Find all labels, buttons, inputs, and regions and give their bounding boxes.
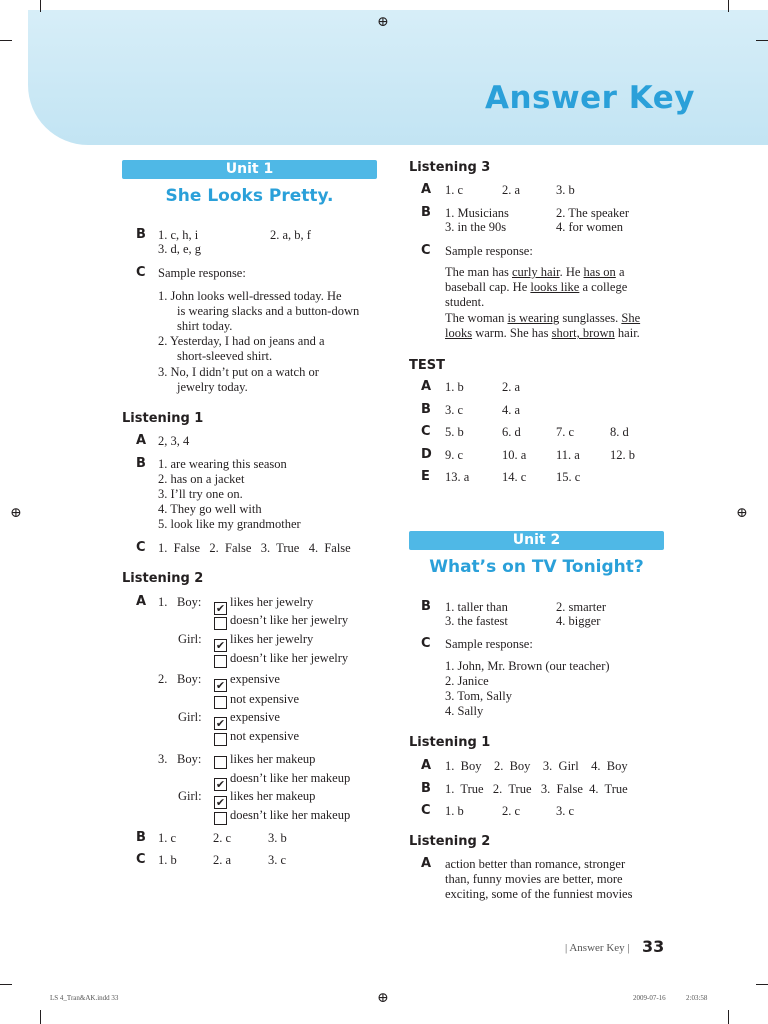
response-line: The man has curly hair. He has on a (445, 265, 625, 279)
answer-item: 4. They go well with (158, 502, 262, 516)
answer-line: action better than romance, stronger (445, 857, 626, 871)
answer-item: 3. b (268, 831, 287, 845)
question-number: 2. (158, 672, 168, 686)
test-answer: 7. c (556, 425, 575, 439)
test-answer: 3. c (445, 402, 464, 417)
crop-mark (756, 40, 768, 41)
test-answer: 15. c (556, 470, 581, 484)
response-line: baseball cap. He looks like a college (445, 280, 628, 294)
test-answer: 2. a (502, 380, 521, 394)
sample-response-label: Sample response: (445, 244, 533, 258)
section-label: B (421, 205, 431, 220)
answer-item: 2. c (213, 831, 232, 845)
crop-mark (728, 0, 729, 12)
crop-mark (0, 40, 12, 41)
answer-item: 5. look like my grandmother (158, 517, 301, 531)
checked-checkbox-icon: ✔ (215, 639, 226, 652)
answer-item: 4. Sally (445, 704, 484, 718)
answer-line: short-sleeved shirt. (177, 349, 273, 363)
response-line: student. (445, 295, 485, 309)
listening-2-heading: Listening 2 (409, 834, 491, 849)
section-label: E (421, 469, 430, 484)
section-label: C (421, 243, 431, 258)
answer-item: 3. c (556, 804, 575, 818)
registration-mark-icon: ⊕ (377, 14, 389, 30)
crop-mark (0, 984, 12, 985)
test-answer: 9. c (445, 447, 464, 462)
footer-label: | Answer Key | (565, 942, 630, 954)
answer-line: is wearing slacks and a button-down (177, 304, 360, 318)
section-label: D (421, 446, 432, 462)
answer-item: 1. are wearing this season (158, 457, 287, 471)
answer-item: 1. b (445, 804, 464, 818)
unchecked-checkbox-icon (214, 693, 230, 712)
test-answer: 10. a (502, 447, 527, 462)
unchecked-checkbox-icon (214, 652, 230, 671)
checkbox-label: doesn’t like her makeup (230, 808, 351, 822)
section-label: B (136, 227, 146, 242)
unchecked-checkbox-icon (214, 809, 230, 828)
registration-mark-icon: ⊕ (377, 990, 389, 1006)
unchecked-checkbox-icon (214, 753, 230, 772)
answer-item: 1. c, h, i (158, 228, 199, 242)
checkbox-label: likes her jewelry (230, 595, 314, 609)
speaker-label: Girl: (178, 789, 202, 803)
page-title: Answer Key (485, 80, 695, 116)
speaker-label: Girl: (178, 632, 202, 646)
question-number: 1. (158, 595, 168, 609)
answer-item: 2. Janice (445, 674, 489, 688)
answer-item: 4. bigger (556, 614, 601, 628)
header-banner (28, 10, 768, 145)
answer-item: 1. c (158, 831, 177, 845)
crop-mark (728, 1010, 729, 1024)
sample-response-label: Sample response: (158, 266, 246, 280)
answer-item: 1. taller than (445, 600, 508, 614)
response-line: The woman is wearing sunglasses. She (445, 311, 641, 325)
section-label: A (421, 182, 432, 197)
answer-item: 2. smarter (556, 600, 606, 614)
answer-item: 2. a (213, 853, 232, 867)
test-answer: 12. b (610, 447, 635, 462)
footer-date: 2009-07-16 (633, 994, 666, 1002)
unit-2-title: What’s on TV Tonight? (429, 557, 644, 577)
unchecked-checkbox-icon (214, 730, 230, 749)
answer-item: 2. c (502, 804, 521, 818)
section-label: A (421, 379, 432, 394)
speaker-label: Boy: (177, 672, 202, 686)
answer-item: 3. d, e, g (158, 242, 202, 256)
test-answer: 5. b (445, 425, 464, 439)
answer-line: than, funny movies are better, more (445, 872, 623, 886)
answer-item: 2. a (502, 183, 521, 197)
footer-time: 2:03:58 (686, 994, 708, 1002)
question-number: 3. (158, 752, 168, 766)
answer-item: 1. John, Mr. Brown (our teacher) (445, 659, 610, 673)
checked-checkbox-icon: ✔ (215, 717, 226, 730)
speaker-label: Girl: (178, 710, 202, 724)
section-label: C (136, 852, 146, 867)
unit-2-bar: Unit 2 (409, 531, 664, 550)
answer-item: 3. the fastest (445, 614, 508, 628)
section-label: A (136, 433, 147, 448)
answer-item: 1. b (158, 853, 177, 867)
crop-mark (40, 1010, 41, 1024)
answer-item: 4. for women (556, 220, 623, 234)
answer-item: 2. has on a jacket (158, 472, 245, 486)
answer-line: shirt today. (177, 319, 233, 333)
section-label: C (136, 265, 146, 280)
test-answer: 1. b (445, 380, 464, 394)
checkbox-label: not expensive (230, 729, 300, 743)
answer-line: 1. John looks well-dressed today. He (158, 289, 342, 303)
section-label: B (136, 456, 146, 471)
speaker-label: Boy: (177, 752, 202, 766)
crop-mark (40, 0, 41, 12)
speaker-label: Boy: (177, 595, 202, 609)
answer-line: 3. No, I didn’t put on a watch or (158, 365, 319, 379)
unit-1-title: She Looks Pretty. (165, 186, 334, 206)
answer-item: 1. c (445, 183, 464, 197)
checkbox-label: doesn’t like her makeup (230, 771, 351, 785)
answer-item: 1. Musicians (445, 206, 509, 220)
answer-item: 3. Tom, Sally (445, 689, 512, 703)
answer-line: 2. Yesterday, I had on jeans and a (158, 334, 325, 348)
section-label: C (421, 424, 431, 439)
answer-item: 2, 3, 4 (158, 434, 190, 448)
answer-item: 2. The speaker (556, 206, 630, 220)
unchecked-checkbox-icon (214, 614, 230, 633)
checked-checkbox-icon: ✔ (215, 679, 226, 692)
test-answer: 14. c (502, 470, 527, 484)
checkbox-label: likes her makeup (230, 752, 316, 766)
section-label: B (421, 599, 431, 614)
checked-checkbox-icon: ✔ (215, 602, 226, 615)
listening-3-heading: Listening 3 (409, 160, 491, 175)
test-answer: 4. a (502, 402, 521, 417)
section-label: A (136, 594, 147, 609)
listening-1-heading: Listening 1 (122, 411, 204, 426)
test-answer: 6. d (502, 425, 521, 439)
answer-item: 2. a, b, f (270, 228, 311, 242)
answer-item: 3. in the 90s (445, 220, 507, 234)
section-label: C (136, 540, 146, 555)
sample-response-label: Sample response: (445, 637, 533, 651)
page-number: 33 (642, 937, 665, 956)
registration-mark-icon: ⊕ (736, 505, 748, 521)
checkbox-label: likes her jewelry (230, 632, 314, 646)
checkbox-label: expensive (230, 710, 280, 724)
listening-1-heading: Listening 1 (409, 735, 491, 750)
test-answer: 13. a (445, 470, 470, 484)
response-line: looks warm. She has short, brown hair. (445, 326, 640, 340)
section-label: C (421, 803, 431, 818)
checkbox-label: likes her makeup (230, 789, 316, 803)
unit-1-bar: Unit 1 (122, 160, 377, 179)
answer-item: 1. True 2. True 3. False 4. True (445, 782, 628, 796)
answer-item: 1. False 2. False 3. True 4. False (158, 541, 351, 555)
listening-2-heading: Listening 2 (122, 571, 204, 586)
footer-filename: LS 4_Tran&AK.indd 33 (50, 994, 119, 1002)
checkbox-label: doesn’t like her jewelry (230, 651, 349, 665)
registration-mark-icon: ⊕ (10, 505, 22, 521)
answer-line: jewelry today. (177, 380, 248, 394)
crop-mark (756, 984, 768, 985)
section-label: B (136, 830, 146, 845)
test-answer: 11. a (556, 447, 580, 462)
test-answer: 8. d (610, 425, 629, 439)
section-label: C (421, 636, 431, 651)
answer-item: 3. c (268, 853, 287, 867)
section-label: B (421, 781, 431, 796)
checkbox-label: expensive (230, 672, 280, 686)
section-label: B (421, 401, 431, 417)
section-label: A (421, 758, 432, 773)
checkbox-label: doesn’t like her jewelry (230, 613, 349, 627)
answer-line: exciting, some of the funniest movies (445, 887, 633, 901)
answer-item: 3. I’ll try one on. (158, 487, 243, 501)
checked-checkbox-icon: ✔ (215, 796, 226, 809)
test-heading: TEST (409, 358, 445, 373)
answer-item: 1. Boy 2. Boy 3. Girl 4. Boy (445, 759, 628, 773)
answer-item: 3. b (556, 183, 575, 197)
checked-checkbox-icon: ✔ (215, 778, 226, 791)
section-label: A (421, 856, 432, 871)
checkbox-label: not expensive (230, 692, 300, 706)
